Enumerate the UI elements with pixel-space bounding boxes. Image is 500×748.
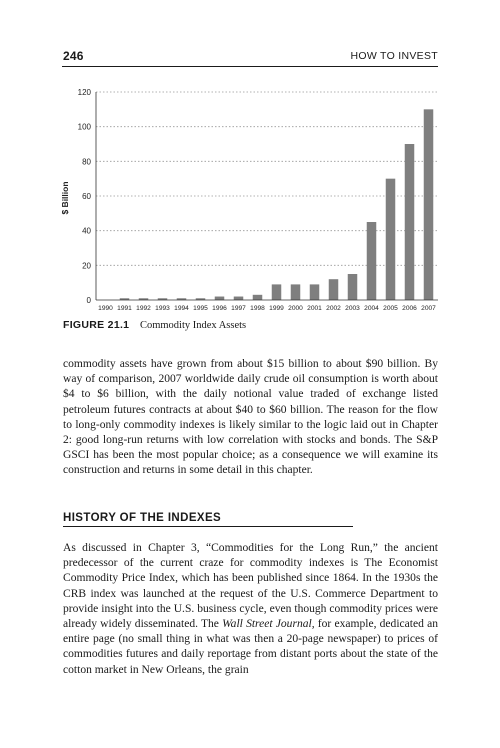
bar	[348, 274, 358, 300]
y-axis-label: $ Billion	[60, 181, 70, 215]
page-number: 246	[63, 49, 84, 63]
x-tick-label: 2000	[288, 305, 303, 312]
x-tick-label: 2002	[326, 305, 341, 312]
x-tick-label: 1991	[117, 305, 132, 312]
y-tick-label: 120	[77, 88, 91, 97]
y-tick-label: 40	[82, 226, 91, 236]
x-tick-label: 1993	[155, 305, 170, 312]
bar	[291, 284, 301, 300]
bar	[405, 144, 415, 300]
x-tick-label: 2004	[364, 305, 379, 312]
y-tick-label: 20	[82, 261, 91, 271]
body-paragraph: commodity assets have grown from about $15 billion to about $90 billion. By way of comparison, 2007 worldwide daily crude oil consumption is worth about $4 to $6 billion, with the daily notional value traded of exchange listed petroleum futures contracts at about $40 to $60 billion. The reason for the flow to long-only commodity indexes is likely similar to the logic laid out in Chapter 2: good long-run returns with low correlation with stocks and bonds. The S&P GSCI has been the most popular choice; as a consequence we will examine its construction and returns in some detail in this chapter.	[63, 358, 438, 477]
x-tick-label: 2006	[402, 305, 417, 312]
x-tick-label: 1992	[136, 305, 151, 312]
section-rule	[63, 526, 353, 527]
bar	[310, 284, 320, 300]
x-tick-label: 1996	[212, 305, 227, 312]
section-heading: HISTORY OF THE INDEXES	[63, 512, 222, 524]
bar	[424, 109, 434, 300]
bar	[272, 284, 282, 300]
x-tick-label: 1999	[269, 305, 284, 312]
paragraph-text-continued: for example, dedicated an entire page (no small thing in what was then a 20-page newspaper) to prices of commodities futures and daily reportage from distant ports about the state of the cotton market in New Orleans, the grain	[63, 618, 438, 676]
figure-caption-text: Commodity Index Assets	[139, 320, 247, 331]
x-tick-label: 2005	[383, 305, 398, 312]
figure-caption	[63, 319, 246, 331]
chart-labels	[60, 88, 436, 312]
chart-bars	[120, 109, 434, 300]
bar	[386, 179, 396, 300]
y-tick-label: 80	[82, 157, 91, 167]
x-tick-label: 1997	[231, 305, 246, 312]
running-title: HOW TO INVEST	[350, 50, 438, 62]
x-tick-label: 1998	[250, 305, 265, 312]
x-tick-label: 1995	[193, 305, 208, 312]
y-tick-label: 60	[82, 192, 91, 201]
x-tick-label: 1994	[174, 305, 189, 312]
paragraph-text: As discussed in Chapter 3, “Commodities for the Long Run,” the ancient predecessor of the current craze for commodity indexes is The Economist Commodity Price Index, which has been published since 1864. In the 1930s the CRB index was launched at the request of the U.S. Commerce Department to provide insight into the U.S. business cycle, even though commodity prices were already widely disseminated. The	[63, 542, 438, 631]
publication-title: Wall Street Journal,	[222, 618, 315, 631]
x-tick-label: 2001	[307, 305, 322, 312]
x-tick-label: 2003	[345, 305, 360, 312]
y-tick-label: 100	[77, 122, 91, 132]
x-tick-label: 1990	[98, 305, 113, 312]
bar	[329, 279, 339, 300]
body-paragraph-history	[63, 541, 438, 678]
bar	[215, 297, 225, 300]
bar	[234, 297, 244, 300]
x-tick-label: 2007	[421, 305, 436, 312]
bar	[253, 295, 263, 300]
commodity-index-assets-chart	[0, 0, 500, 320]
figure-label: FIGURE 21.1	[63, 319, 130, 331]
bar	[367, 222, 377, 300]
y-tick-label: 0	[86, 296, 91, 305]
